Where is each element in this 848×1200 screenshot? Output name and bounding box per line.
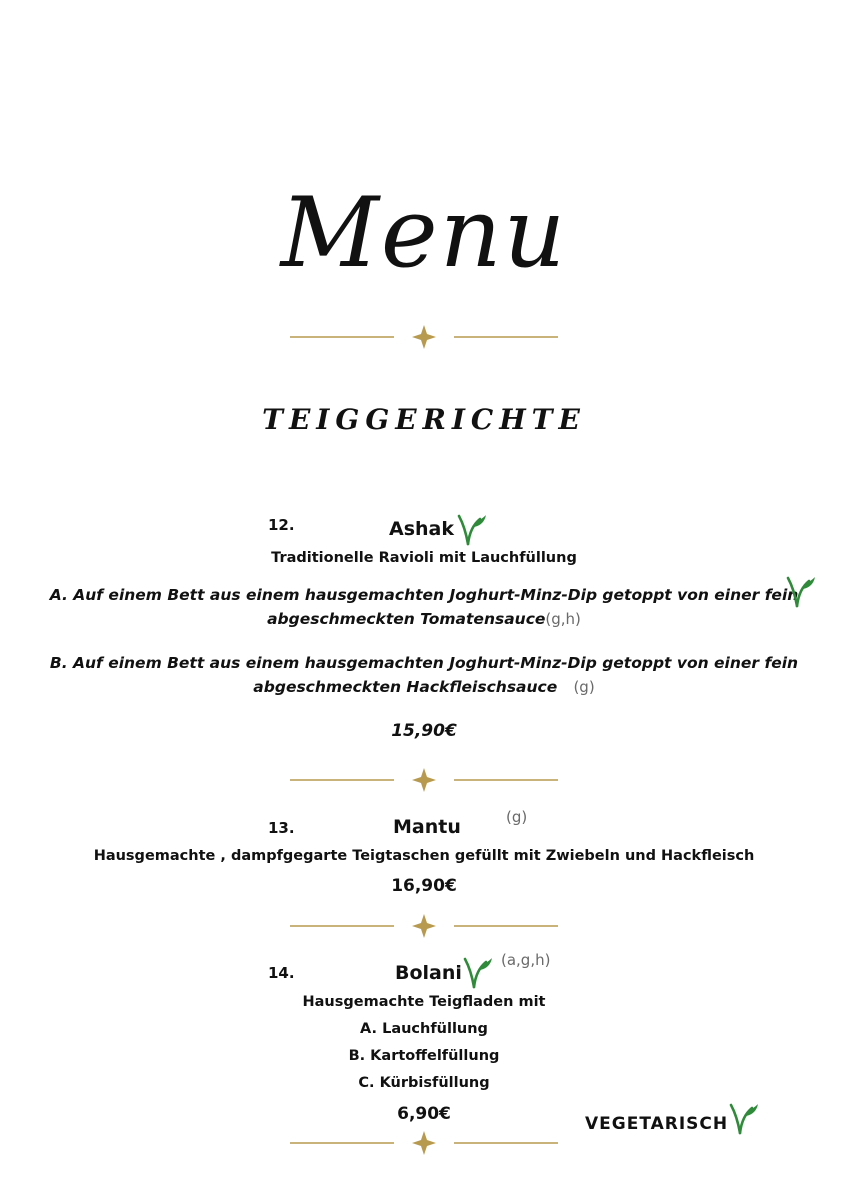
vegetarian-leaf-icon bbox=[456, 513, 488, 547]
section-title: TEIGGERICHTE bbox=[262, 403, 586, 436]
vegetarian-leaf-icon bbox=[785, 575, 817, 609]
allergen-codes: (g,h) bbox=[545, 610, 581, 628]
option-b-line bbox=[0, 675, 848, 699]
dish-name: Ashak bbox=[389, 518, 454, 540]
dish-description: Hausgemachte Teigfladen mit bbox=[302, 994, 546, 1010]
dish-description: Hausgemachte , dampfgegarte Teigtaschen gefüllt mit Zwiebeln und Hackfleisch bbox=[93, 848, 755, 864]
dish-price: 6,90€ bbox=[397, 1104, 451, 1124]
page-title: Menu bbox=[280, 177, 568, 289]
ornament-divider bbox=[290, 768, 558, 792]
allergen-codes: (g) bbox=[573, 678, 595, 696]
filling-option: A. Lauchfüllung bbox=[360, 1021, 488, 1037]
ornament-divider bbox=[290, 325, 558, 349]
filling-option: C. Kürbisfüllung bbox=[358, 1075, 490, 1091]
allergen-codes: (a,g,h) bbox=[501, 951, 551, 969]
option-a-line bbox=[0, 607, 848, 631]
ornament-divider bbox=[290, 914, 558, 938]
option-b-text: abgeschmeckten Hackfleischsauce bbox=[253, 678, 558, 696]
item-number: 14. bbox=[268, 964, 295, 982]
option-a-text: abgeschmeckten Tomatensauce bbox=[267, 610, 546, 628]
dish-name: Mantu bbox=[393, 816, 461, 838]
vegetarian-leaf-icon bbox=[462, 956, 494, 990]
item-number: 13. bbox=[268, 819, 295, 837]
filling-option: B. Kartoffelfüllung bbox=[348, 1048, 500, 1064]
dish-price: 16,90€ bbox=[391, 876, 457, 896]
item-number: 12. bbox=[268, 516, 295, 534]
vegetarian-leaf-icon bbox=[728, 1102, 760, 1136]
ornament-divider bbox=[290, 1131, 558, 1155]
vegetarian-legend-label: VEGETARISCH bbox=[585, 1114, 729, 1134]
option-a-line: A. Auf einem Bett aus einem hausgemachten Joghurt-Minz-Dip getoppt von einer fein bbox=[49, 586, 799, 604]
option-b-line: B. Auf einem Bett aus einem hausgemachten Joghurt-Minz-Dip getoppt von einer fein bbox=[49, 654, 799, 672]
dish-description: Traditionelle Ravioli mit Lauchfüllung bbox=[271, 550, 577, 566]
dish-price: 15,90€ bbox=[391, 721, 457, 741]
dish-name: Bolani bbox=[395, 962, 462, 984]
allergen-codes: (g) bbox=[506, 808, 528, 826]
